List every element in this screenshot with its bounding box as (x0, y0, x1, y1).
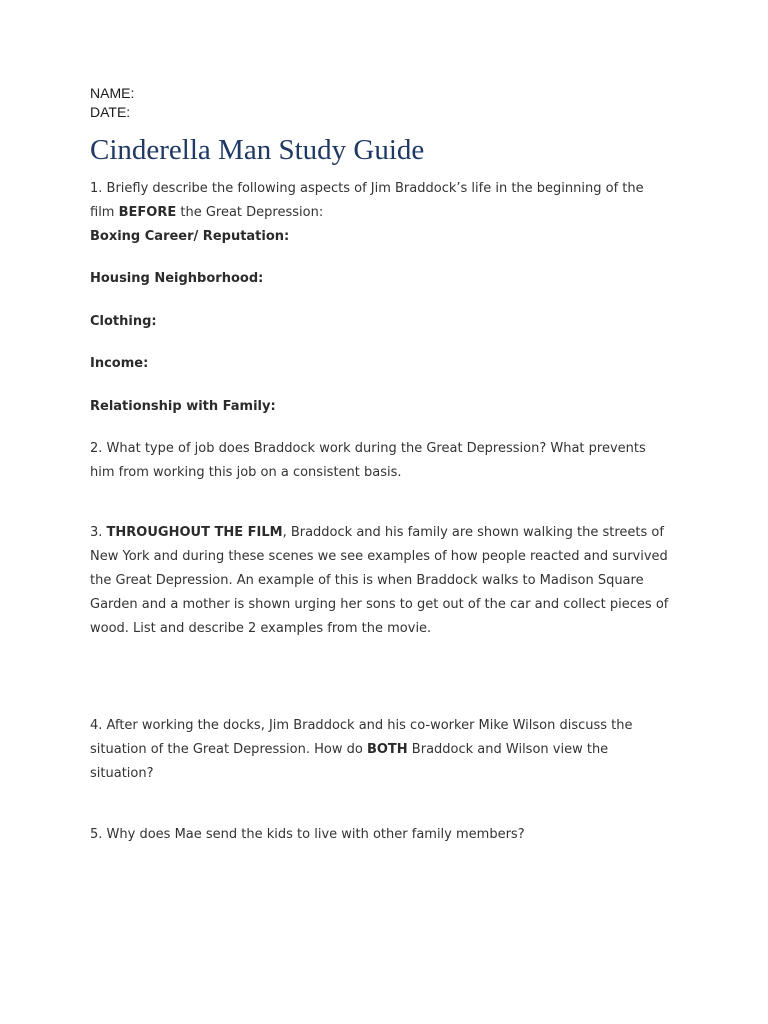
question-1-text: 1. Briefly describe the following aspects of Jim Braddock’s life in the beginning of the film (90, 181, 644, 220)
question-4-text-end: Braddock and Wilson view the situation? (90, 742, 609, 781)
question-1-emphasis: BEFORE (118, 205, 177, 220)
name-label: NAME: (90, 85, 135, 101)
label-clothing: Clothing: (90, 314, 157, 329)
question-2: 2. What type of job does Braddock work during the Great Depression? What prevents him from working this job on a consistent basis. (90, 441, 646, 480)
question-5: 5. Why does Mae send the kids to live with other family members? (90, 827, 525, 842)
question-1 (90, 177, 670, 225)
question-3 (90, 521, 670, 641)
label-boxing-career: Boxing Career/ Reputation: (90, 229, 290, 244)
question-4-text: 4. After working the docks, Jim Braddock and his co-worker Mike Wilson discuss the situation of the Great Depression. How do (90, 718, 633, 757)
label-housing-neighborhood: Housing Neighborhood: (90, 271, 264, 286)
question-3-number: 3. (90, 525, 107, 540)
question-4 (90, 714, 670, 786)
page-title: Cinderella Man Study Guide (90, 134, 425, 166)
question-1-text-end: the Great Depression: (176, 205, 324, 220)
question-3-emphasis: THROUGHOUT THE FILM (106, 525, 283, 540)
label-relationship-family: Relationship with Family: (90, 399, 276, 414)
date-label: DATE: (90, 104, 131, 120)
question-3-text: , Braddock and his family are shown walking the streets of New York and during these scenes we see examples of how people reacted and survived the Great Depression. An example of this is when Braddock walks to Madison Square Garden and a mother is shown urging her sons to get out of the car and collect pieces of wood. List and describe 2 examples from the movie. (90, 525, 669, 636)
label-income: Income: (90, 356, 149, 371)
question-4-emphasis: BOTH (366, 742, 408, 757)
